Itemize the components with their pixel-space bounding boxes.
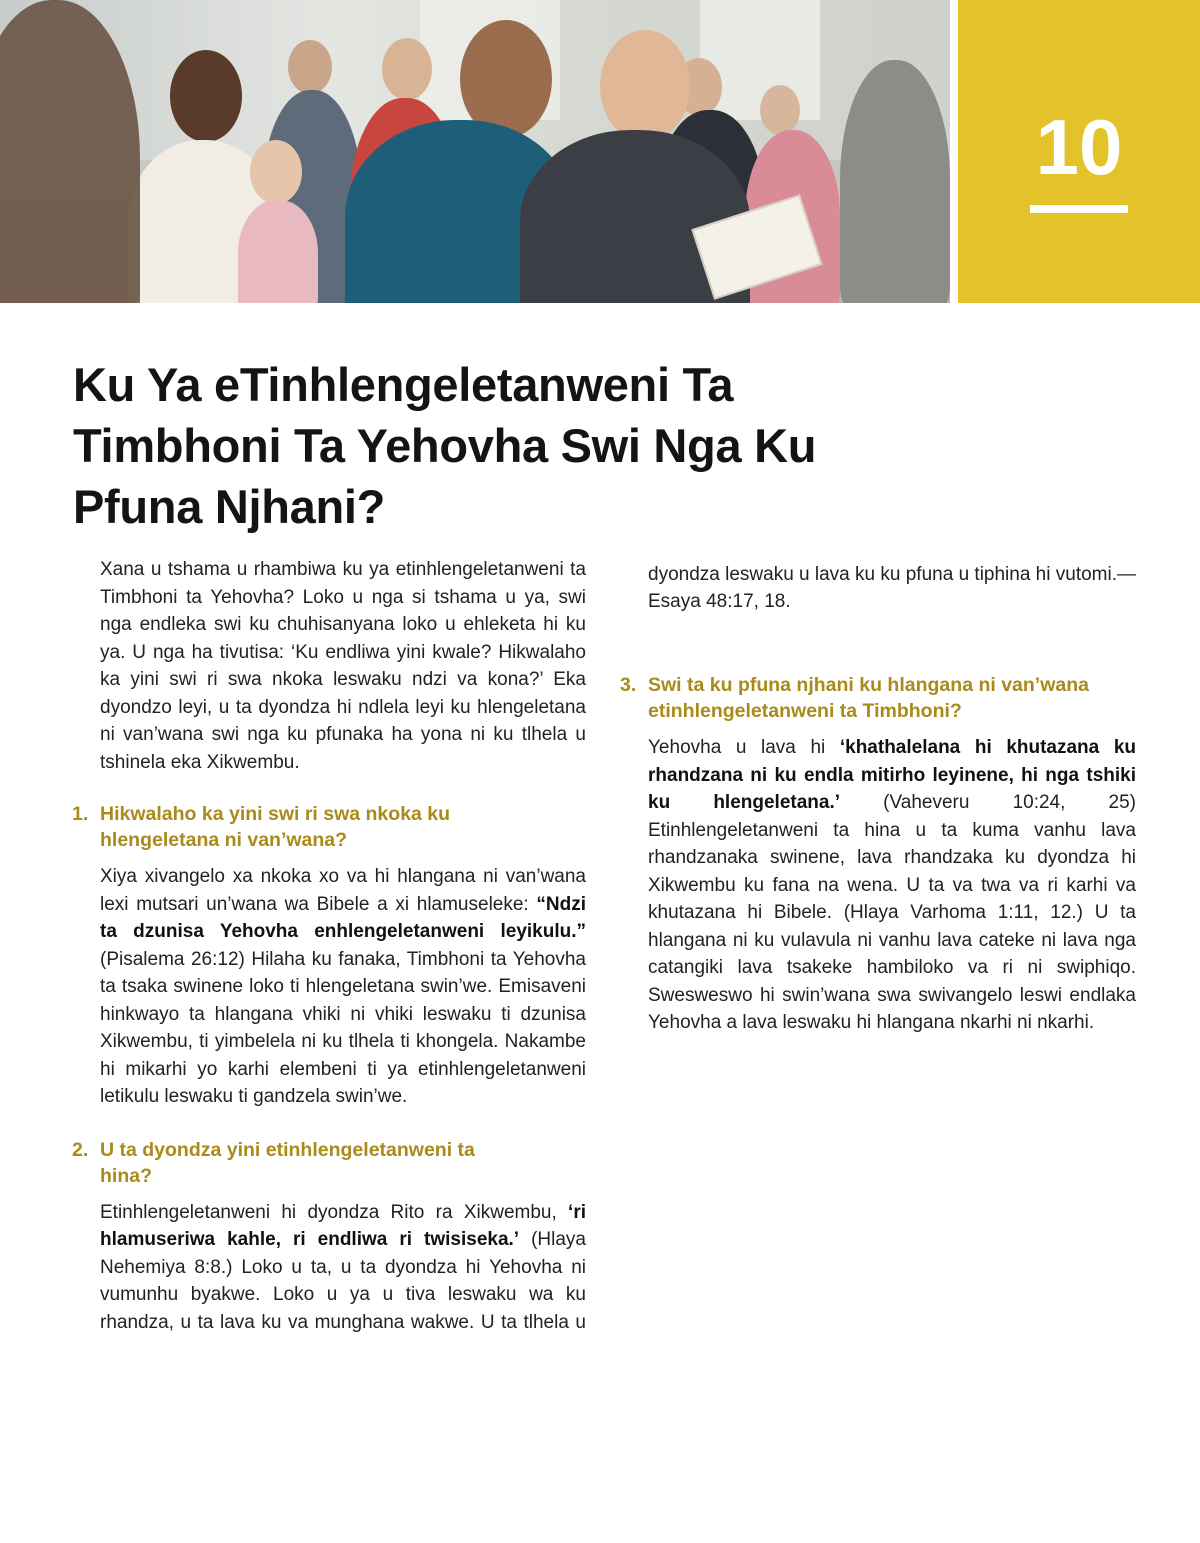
question-number: 1. bbox=[72, 803, 89, 825]
question-text: Swi ta ku pfuna njhani ku hlangana ni van’wana etinhlengeletanweni ta Timbhoni? bbox=[648, 674, 1089, 722]
left-column bbox=[72, 556, 586, 1336]
question-2 bbox=[72, 1137, 586, 1189]
answer-text: (Pisalema 26:12) Hilaha ku fanaka, Timbhoni ta Yehovha ta tsaka swinene loko ti hlengeletana swin’we. Emisaveni hinkwayo ta hlangana vhiki ni vhiki leswaku ti dzunisa Xikwembu, ti yimbelela ni ku tlhela ti khongela. Nakambe hi mikarhi yo karhi elembeni ti ya etinhlengeletanweni letikulu leswaku ti gandzela swin’we. bbox=[100, 948, 586, 1107]
answer-bold-quote: “Ndzi ta dzunisa Yehovha enhlengeletanweni leyikulu.” bbox=[100, 893, 586, 942]
person-head bbox=[170, 50, 242, 142]
person-head bbox=[382, 38, 432, 100]
answer-paragraph-3 bbox=[620, 734, 1136, 1037]
answer-bold-quote: ‘khathalelana hi khutazana ku rhandzana ni ku endla mitirho leyinene, hi nga tshiki ku hlengeletana.’ bbox=[648, 737, 1136, 813]
answer-text: dyondza leswaku u lava ku ku pfuna u tiphina hi vutomi.—Esaya 48:17, 18. bbox=[648, 563, 1136, 612]
answer-paragraph-2-continued bbox=[620, 560, 1136, 642]
question-1 bbox=[72, 801, 586, 853]
question-number: 2. bbox=[72, 1138, 89, 1161]
lesson-title: Ku Ya eTinhlengeletanweni Ta Timbhoni Ta Yehovha Swi Nga Ku Pfuna Njhani? bbox=[73, 358, 817, 533]
header-photo bbox=[0, 0, 950, 303]
question-3 bbox=[620, 672, 1136, 724]
answer-paragraph-2 bbox=[72, 1199, 586, 1336]
person-body bbox=[238, 200, 318, 303]
person-body bbox=[840, 60, 950, 303]
person-head bbox=[250, 140, 302, 204]
answer-text: (Vaheveru 10:24, 25) Etinhlengeletanweni ta hina u ta kuma vanhu lava rhandzanaka swinene, lava rhandzaka ku dyondza hi Xikwembu ku fana na wena. U ta va twa va ri karhi va khutazana hi Bibele. (Hlaya Varhoma 1:11, 12.) U ta hlangana ni ku vulavula ni vanhu lava cateke ni lava nga catangiki lava tsakeke hambiloko va ri ni swiphiqo. Swesweswo hi swin’wana swa swivangelo leswi endlaka Yehovha a lava leswaku hi hlangana nkarhi ni nkarhi. bbox=[648, 792, 1137, 1033]
person-head bbox=[600, 30, 690, 142]
answer-bold-quote: ‘ri hlamuseriwa kahle, ri endliwa ri twisiseka.’ bbox=[100, 1201, 586, 1250]
person-head bbox=[760, 85, 800, 135]
question-text: Hikwalaho ka yini swi ri swa nkoka ku hlengeletana ni van’wana? bbox=[100, 803, 451, 851]
chapter-underline bbox=[1030, 205, 1128, 213]
continuation-text bbox=[648, 560, 1136, 616]
person-head bbox=[288, 40, 332, 94]
question-number: 3. bbox=[620, 674, 637, 696]
answer-text: Xiya xivangelo xa nkoka xo va hi hlangana ni van’wana lexi mutsari un’wana wa Bibele a xi hlamuseleke: bbox=[100, 866, 586, 915]
answer-text: Yehovha u lava hi bbox=[648, 737, 840, 758]
chapter-badge bbox=[958, 0, 1200, 303]
answer-text: (Hlaya Nehemiya 8:8.) Loko u ta, u ta dyondza hi Yehovha ni vumunhu byakwe. Loko u ya u tiva leswaku wa ku rhandza, u ta lava ku va munghana wakwe. U ta tlhela u bbox=[100, 1229, 586, 1333]
chapter-number: 10 bbox=[1035, 103, 1123, 191]
right-column bbox=[620, 560, 1136, 1037]
intro-paragraph: Xana u tshama u rhambiwa ku ya etinhlengeletanweni ta Timbhoni ta Yehovha? Loko u nga si tshama u ya, swi nga endleka swi ku chuhisanyana loko u ehleketa hi ku ya. U nga ha tivutisa: ‘Ku endliwa yini kwale? Hikwalaho ka yini swi ri swa nkoka leswaku ndzi va kona?’ Eka dyondzo leyi, u ta dyondza hi ndlela leyi ku hlengeletana ni van’wana swi nga ku pfunaka ha yona ni ku tlhela u tshinela eka Xikwembu. bbox=[100, 559, 586, 773]
question-text: U ta dyondza yini etinhlengeletanweni ta hina? bbox=[100, 1138, 475, 1187]
answer-paragraph-1 bbox=[72, 863, 586, 1111]
answer-text: Etinhlengeletanweni hi dyondza Rito ra Xikwembu, bbox=[100, 1201, 569, 1223]
